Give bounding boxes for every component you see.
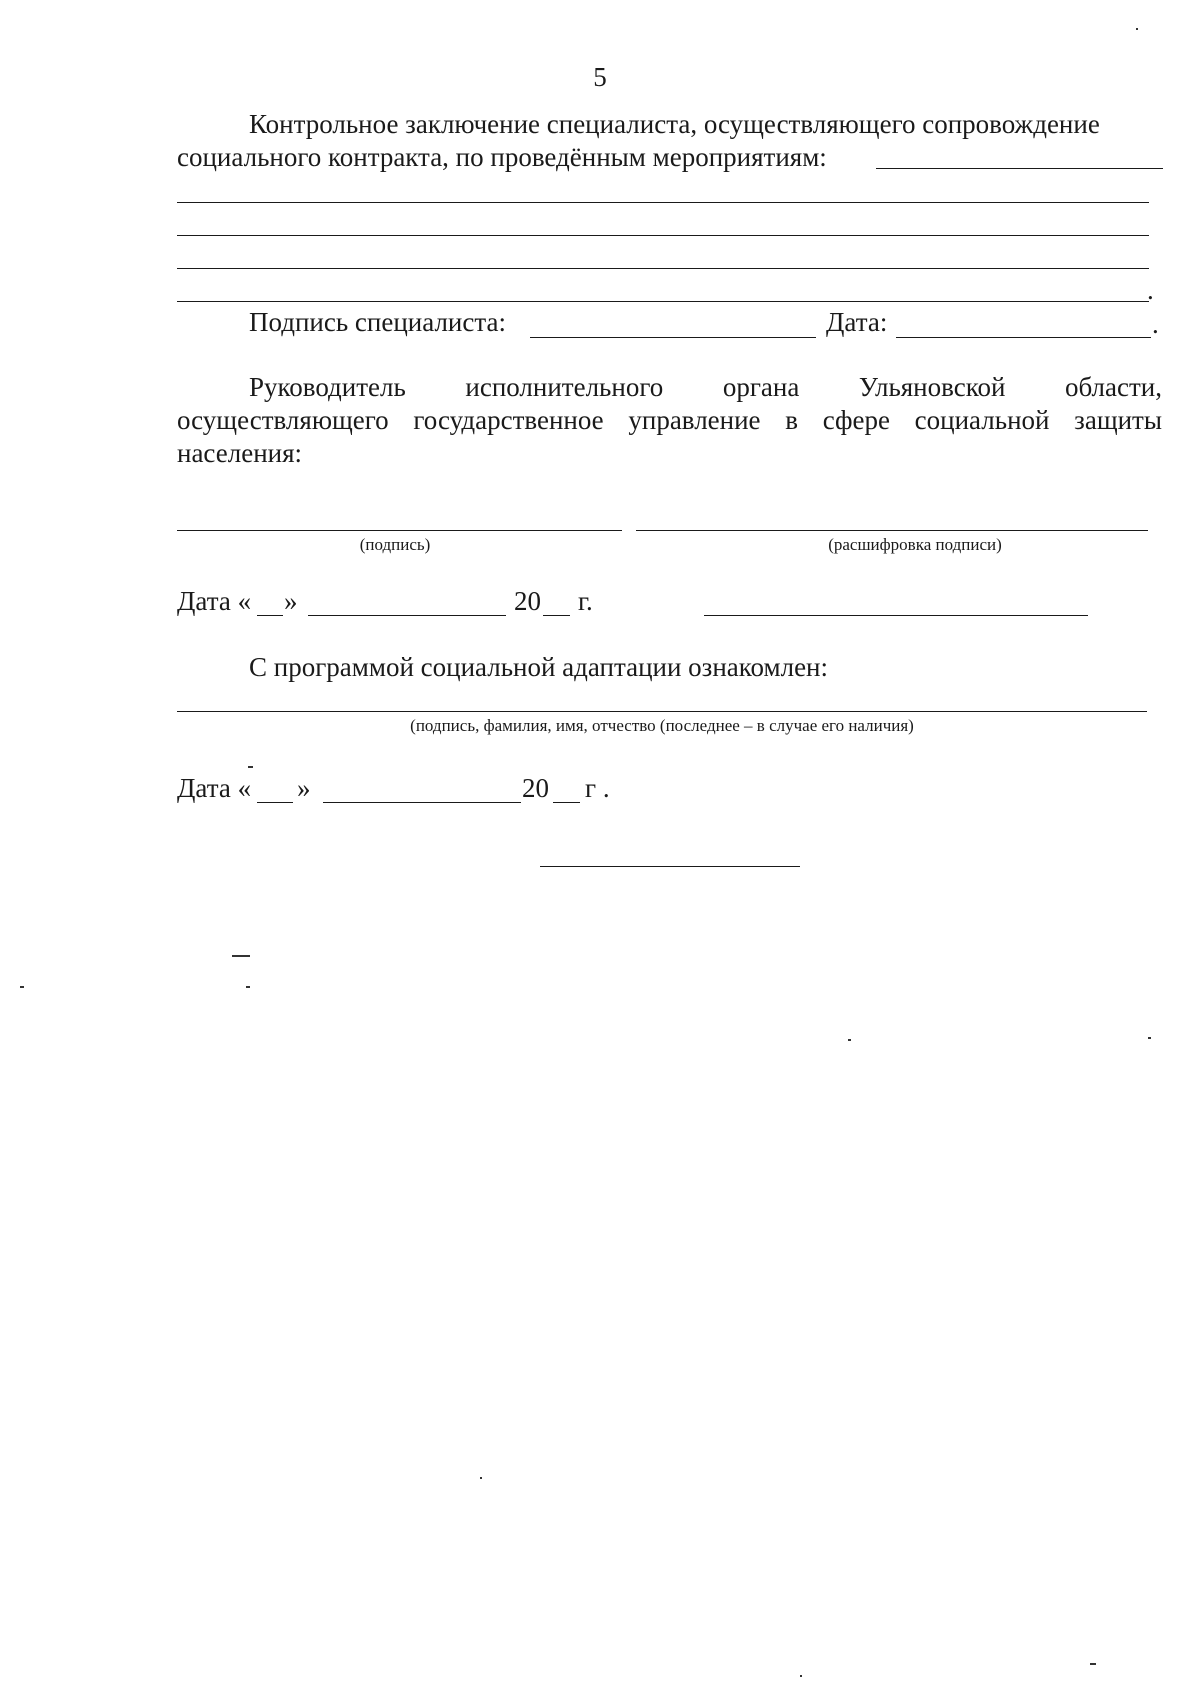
specialist-date-label: Дата: [826,307,888,337]
acquainted-date-month-line [323,802,521,803]
acquainted-date-quote-close: » [297,773,311,803]
acquainted-year-line [553,802,580,803]
acquainted-text: С программой социальной адаптации ознакомлен: [249,652,829,682]
conclusion-text-line1: Контрольное заключение специалиста, осуществляющего сопровождение [249,109,1100,139]
conclusion-fill-line-4 [177,301,1149,302]
acquainted-year-suffix: г . [585,773,610,803]
head-date-day-line [257,615,283,616]
scan-speck [248,766,253,768]
head-date-month-line [308,615,506,616]
conclusion-fill-line-2 [177,235,1149,236]
head-signature-caption: (подпись) [359,535,431,554]
conclusion-end-mark: . [1147,275,1154,305]
head-signature-line [177,530,622,531]
head-date-prefix: Дата « [177,586,252,616]
scan-speck [1090,1663,1096,1665]
head-decoding-line [636,530,1148,531]
head-year-prefix: 20 [514,586,541,616]
end-separator-line [540,866,800,867]
head-text: Руководитель исполнительного органа Ульяновской области, осуществляющего государственное управление в сфере социальной защиты населения: [177,372,1162,468]
acquainted-signature-line [177,711,1147,712]
scan-speck [800,1675,802,1677]
acquainted-caption: (подпись, фамилия, имя, отчество (последнее – в случае его наличия) [410,716,914,735]
page-number: 5 [593,62,607,92]
scan-speck [1136,28,1138,30]
scan-speck [848,1039,851,1041]
acquainted-year-prefix: 20 [522,773,549,803]
head-date-quote-close: » [284,586,298,616]
scan-speck [20,986,24,988]
acquainted-date-prefix: Дата « [177,773,252,803]
acquainted-date-day-line [257,802,293,803]
specialist-date-line [896,337,1151,338]
scan-speck [1148,1037,1151,1039]
conclusion-text-line2: социального контракта, по проведённым мероприятиям: [177,142,827,172]
head-year-suffix: г. [578,586,593,616]
head-year-line [543,615,570,616]
scan-speck [246,986,250,988]
head-extra-line [704,615,1088,616]
conclusion-fill-line-1 [177,202,1149,203]
specialist-signature-line [530,337,816,338]
conclusion-fill-line-3 [177,268,1149,269]
scan-speck [232,955,250,957]
specialist-end-mark: . [1152,309,1159,339]
specialist-signature-label: Подпись специалиста: [249,307,506,337]
conclusion-fill-line-0 [876,168,1163,169]
scan-speck [480,1477,482,1479]
head-decoding-caption: (расшифровка подписи) [828,535,1002,554]
